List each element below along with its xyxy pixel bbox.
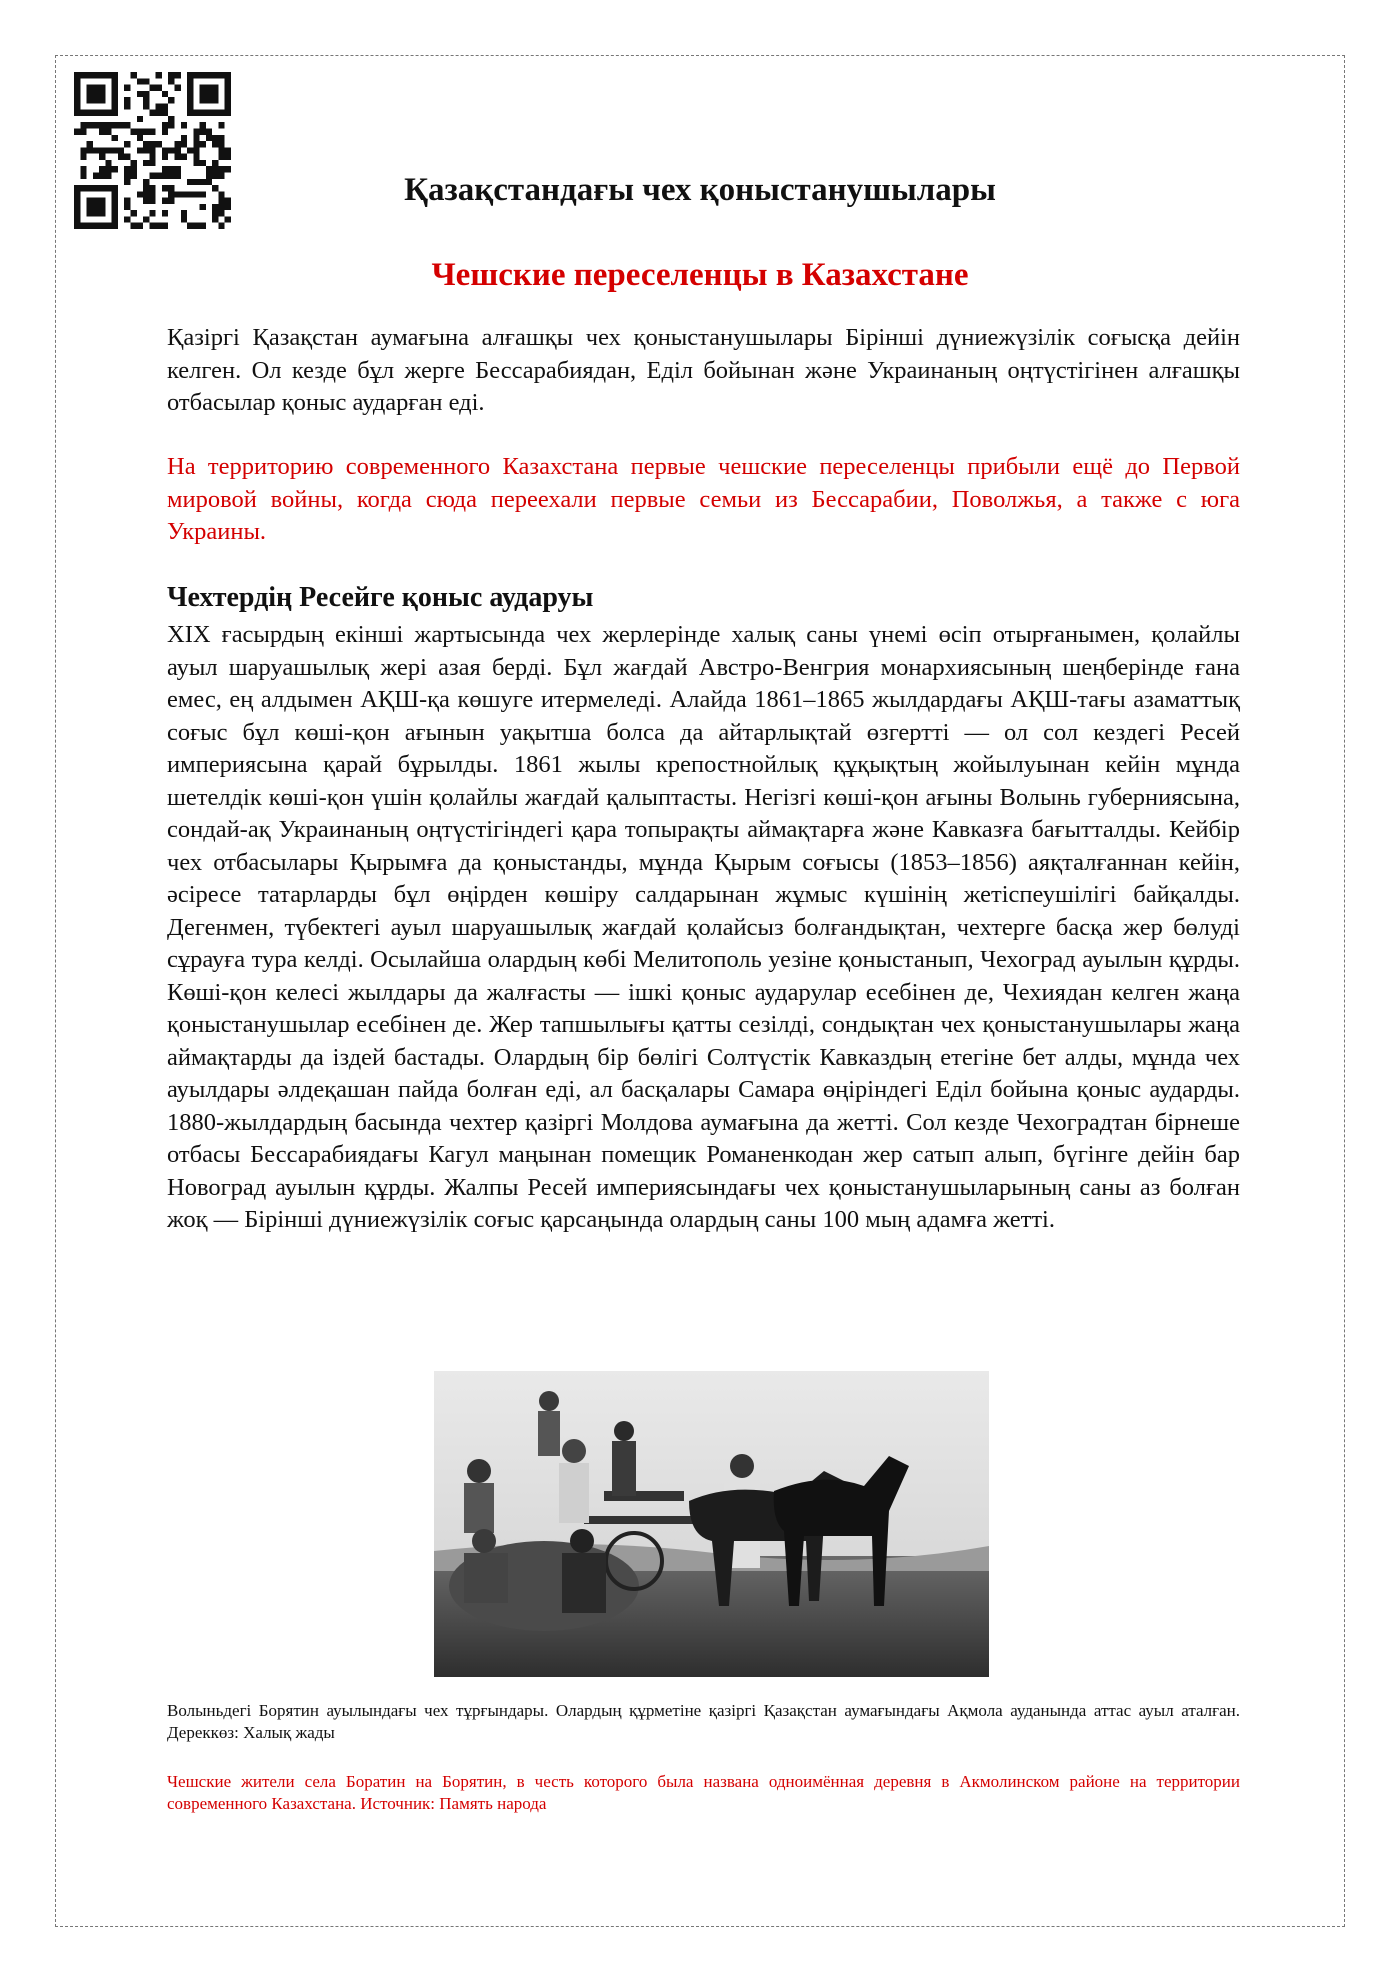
photo-caption-kz: Волыньдегі Борятин ауылындағы чех тұрғындары. Олардың құрметіне қазіргі Қазақстан аумағындағы Ақмола ауданында аттас ауыл аталған. Дереккөз: Халық жады bbox=[167, 1701, 1240, 1742]
section-body: XIX ғасырдың екінші жартысында чех жерлерінде халық саны үнемі өсіп отырғанымен, қолайлы ауыл шаруашылық жері азая берді. Бұл жағдай Австро-Венгрия монархиясының шеңберінде ғана емес, ең алдымен АҚШ-қа көшуге итермеледі. Алайда 1861–1865 жылдардағы АҚШ-тағы азаматтық соғыс бұл көші-қон ағынын уақытша болса да айтарлықтай өзгертті — ол сол кездегі Ресей империясына қарай бұрылды. 1861 жылы крепостнойлық құқықтың жойылуынан кейін мұнда шетелдік көші-қон үшін қолайлы жағдай қалыптасты. Негізгі көші-қон ағыны Волынь губерниясына, сондай-ақ Украинаның оңтүстігіндегі қара топырақты аймақтарға және Кавказға бағытталды. Кейбір чех отбасылары Қырымға да қоныстанды, мұнда Қырым соғысы (1853–1856) аяқталғаннан кейін, әсіресе татарларды бұл өңірден көшіру салдарынан жұмыс күшінің жетіспеушілігі байқалды. Дегенмен, түбектегі ауыл шаруашылық жағдай қолайсыз болғандықтан, чехтерге басқа жер бөлуді сұрауға тура келді. Осылайша олардың көбі Мелитополь уезіне қоныстанып, Чехоград ауылын құрды. Көші-қон келесі жылдары да жалғасты — ішкі қоныс аударулар есебінен де, Чехиядан келген жаңа қоныстанушылар есебінен де. Жер тапшылығы қатты сезілді, сондықтан чех қоныстанушылары жаңа аймақтарды да іздей бастады. Олардың бір бөлігі Солтүстік Кавказдың етегіне бет алды, мұнда чех ауылдары әлдеқашан пайда болған еді, ал басқалары Самара өңіріндегі Еділ бойына қоныс аударды. 1880-жылдардың басында чехтер қазіргі Молдова аумағына да жетті. Сол кезде Чехоградтан бірнеше отбасы Бессарабиядағы Кагул маңынан помещик Романенкодан жер сатып алып, бүгінге дейін бар Новоград ауылын құрды. Жалпы Ресей империясындағы чех қоныстанушыларының саны аз болған жоқ — Бірінші дүниежүзілік соғыс қарсаңында олардың саны 100 мың адамға жетті. bbox=[167, 621, 1240, 1233]
page-title-kz: Қазақстандағы чех қоныстанушылары bbox=[404, 172, 996, 208]
photo-caption-ru: Чешские жители села Боратин на Борятин, в честь которого была названа одноимённая деревня в Акмолинском районе на территории современного Казахстана. Источник: Память народа bbox=[167, 1772, 1240, 1813]
page-title-ru: Чешские переселенцы в Казахстане bbox=[431, 257, 969, 293]
intro-paragraph-ru: На территорию современного Казахстана первые чешские переселенцы прибыли ещё до Первой мировой войны, когда сюда переехали первые семьи из Бессарабии, Поволжья, а также с юга Украины. bbox=[167, 453, 1240, 545]
intro-paragraph-kz: Қазіргі Қазақстан аумағына алғашқы чех қоныстанушылары Бірінші дүниежүзілік соғысқа дейін келген. Ол кезде бұл жерге Бессарабиядан, Еділ бойынан және Украинаның оңтүстігінен алғашқы отбасылар қоныс аударған еді. bbox=[167, 324, 1240, 416]
section-heading: Чехтердің Ресейге қоныс аударуы bbox=[167, 582, 594, 613]
historical-photo bbox=[434, 1371, 989, 1677]
